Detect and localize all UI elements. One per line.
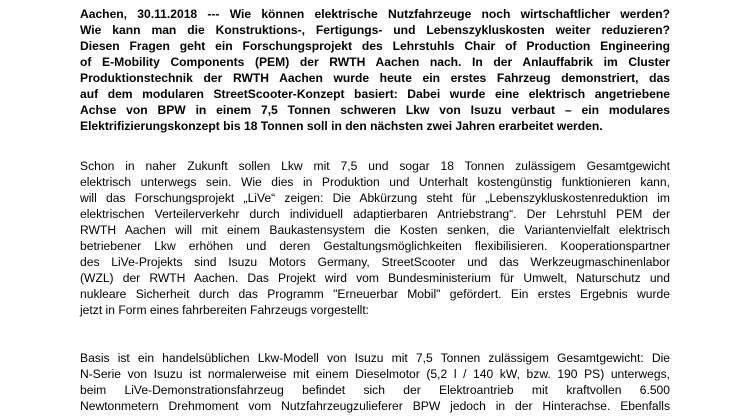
body-line: beim LiVe-Demonstrationsfahrzeug befindet sich der Elektroantrieb mit kraftvollen 6.500 [80,383,670,397]
body-line: jetzt in Form eines fahrbereiten Fahrzeugs vorgestellt: [80,303,370,317]
lead-line: Produktionstechnik der RWTH Aachen wurde heute ein erstes Fahrzeug demonstriert, das [80,71,670,85]
lead-line: Aachen, 30.11.2018 --- Wie können elektrische Nutzfahrzeuge noch wirtschaftlicher werden? [80,7,670,21]
lead-line: Diesen Fragen geht ein Forschungsprojekt des Lehrstuhls Chair of Production Engineering [80,39,670,53]
body-line: (WZL) der RWTH Aachen. Das Projekt wird vom Bundesministerium für Umwelt, Naturschutz und [80,271,670,285]
lead-line: of E-Mobility Components (PEM) der RWTH Aachen nach. In der Anlauffabrik im Cluster [80,55,670,69]
lead-line: Achse von BPW in einem 7,5 Tonnen schweren Lkw von Isuzu verbaut – ein modulares [80,103,670,117]
lead-paragraph [80,6,670,134]
body-line: Schon in naher Zukunft sollen Lkw mit 7,5 und sogar 18 Tonnen zulässigem Gesamtgewicht [80,159,670,173]
body-paragraph-1 [80,158,670,318]
body-line: nukleare Sicherheit durch das Programm "Erneuerbar Mobil" gefördert. Ein erstes Ergebnis wurde [80,287,670,301]
lead-line: Wie kann man die Konstruktions-, Fertigungs- und Lebenszykluskosten weiter reduzieren? [80,23,670,37]
body-line: will das Forschungsprojekt „LiVe“ zeigen: Die Abkürzung steht für „Lebenszykluskostenreduktion im [80,191,670,205]
body-line: RWTH Aachen will mit einem Baukastensystem die Kosten senken, die Variantenvielfalt elektrisch [80,223,670,237]
body-line: Basis ist ein handelsüblichen Lkw-Modell von Isuzu mit 7,5 Tonnen zulässigem Gesamtgewicht: Die [80,351,670,365]
body-line: elektrisch unterwegs sein. Wie dies in Produktion und Unterhalt kostengünstig funktionieren kann, [80,175,670,189]
lead-line: auf dem modularen StreetScooter-Konzept basiert: Dabei wurde eine elektrisch angetriebene [80,87,670,101]
body-line: des LiVe-Projekts sind Isuzu Motors Germany, StreetScooter und das Werkzeugmaschinenlabor [80,255,670,269]
body-paragraph-2 [80,350,670,414]
body-line: elektrischen Verteilerverkehr durch individuell adaptierbaren Antriebstrang“. Der Lehrstuhl PEM der [80,207,670,221]
body-line: Newtonmetern Drehmoment vom Nutzfahrzeugzulieferer BPW jedoch in der Hinterachse. Ebenfalls [80,399,670,413]
body-line: N-Serie von Isuzu ist normalerweise mit einem Dieselmotor (5,2 l / 140 kW, bzw. 190 PS) unterwegs, [80,367,670,381]
lead-line: Elektrifizierungskonzept bis 18 Tonnen soll in den nächsten zwei Jahren erarbeitet werden. [80,119,603,133]
body-line: betriebener Lkw erhöhen und deren Gestaltungsmöglichkeiten flexibilisieren. Kooperationspartner [80,239,670,253]
